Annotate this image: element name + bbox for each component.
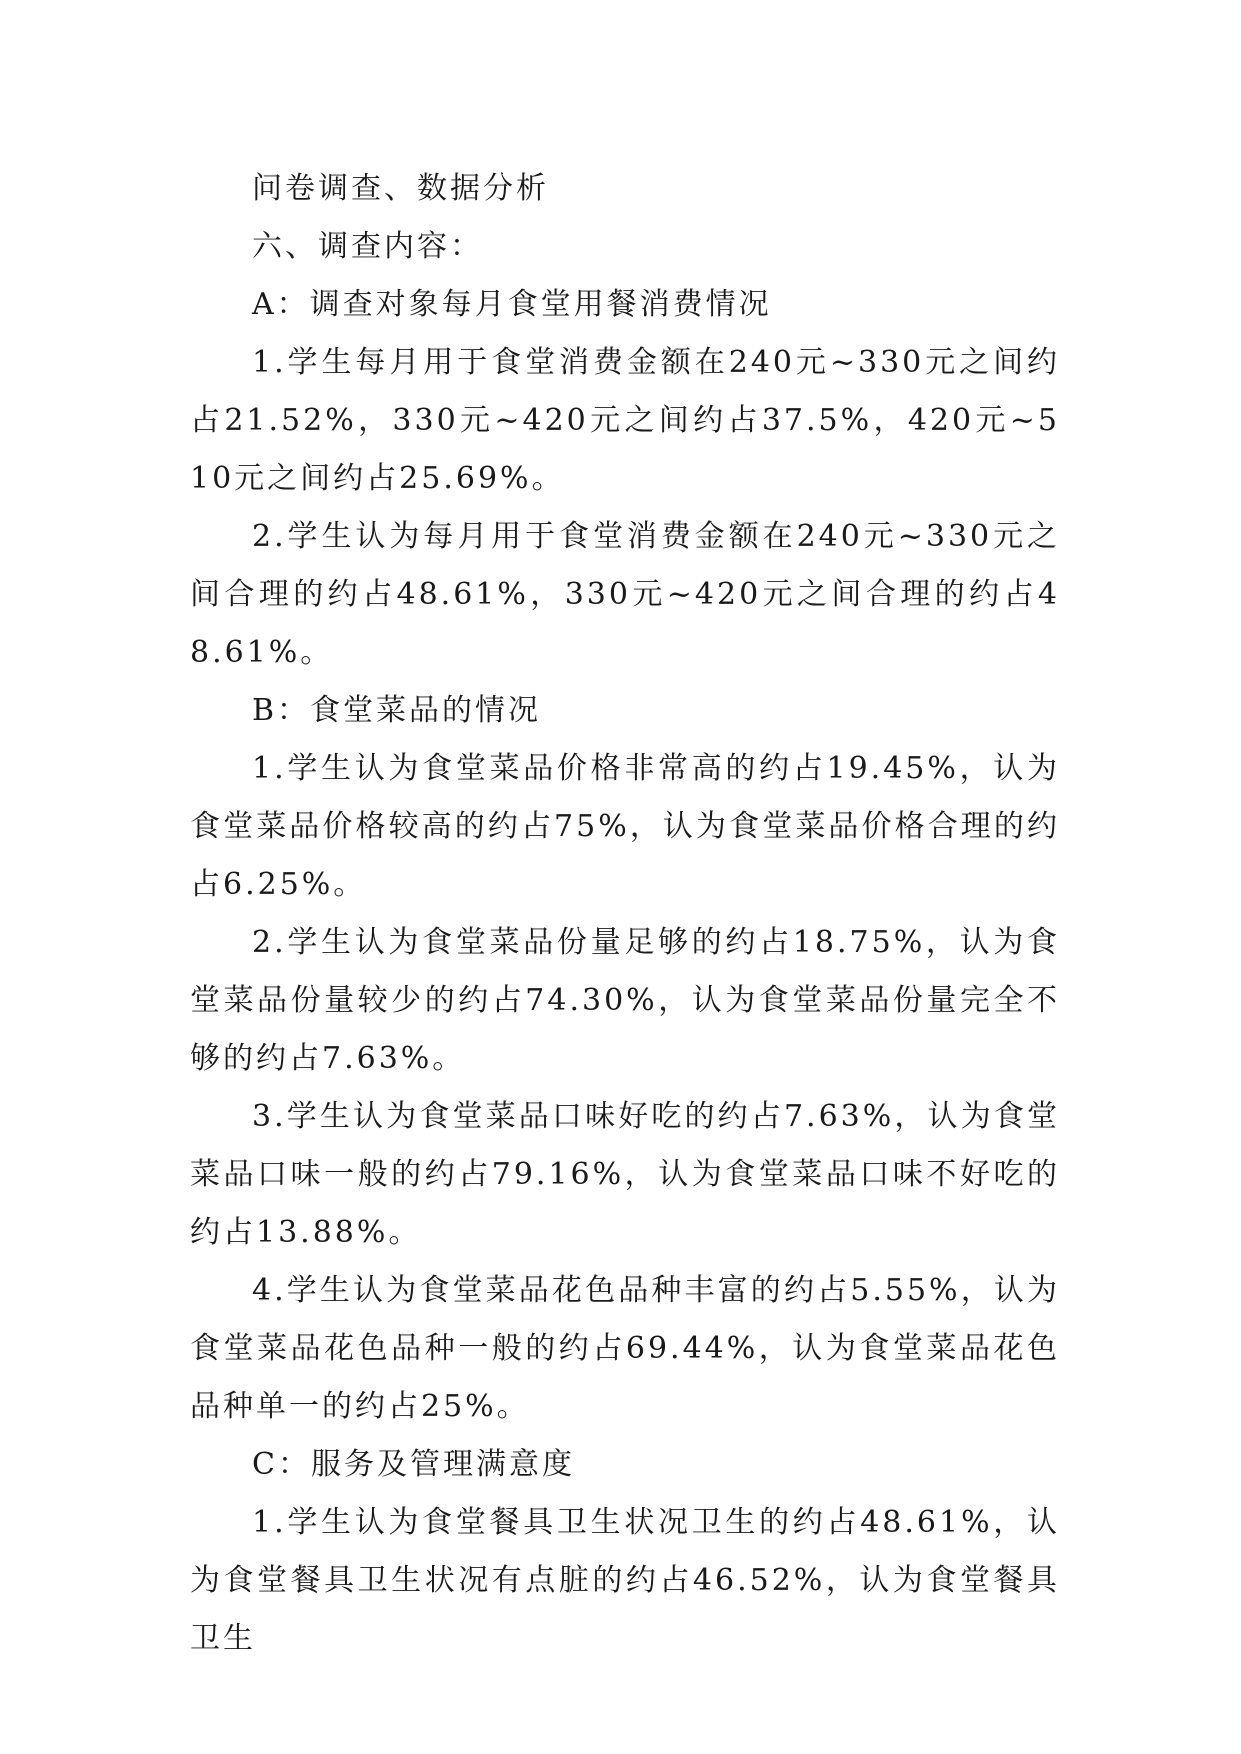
section-heading-survey-content: 六、调查内容： [252, 229, 483, 264]
paragraph-method: 问卷调查、数据分析 [252, 171, 549, 206]
paragraph-b1: 1.学生认为食堂菜品价格非常高的约占19.45%，认为食堂菜品价格较高的约占75%，认为食堂菜品价格合理的约占6.25%。 [190, 751, 1060, 902]
paragraph-b3: 3.学生认为食堂菜品口味好吃的约占7.63%，认为食堂菜品口味一般的约占79.16%，认为食堂菜品口味不好吃的约占13.88%。 [190, 1099, 1060, 1250]
paragraph-a2: 2.学生认为每月用于食堂消费金额在240元~330元之间合理的约占48.61%，330元~420元之间合理的约占48.61%。 [190, 519, 1060, 670]
paragraph-c1: 1.学生认为食堂餐具卫生状况卫生的约占48.61%，认为食堂餐具卫生状况有点脏的约占46.52%，认为食堂餐具卫生 [190, 1505, 1060, 1656]
subsection-heading-b: B：食堂菜品的情况 [252, 693, 542, 728]
document-body [190, 160, 1060, 1668]
paragraph-a1: 1.学生每月用于食堂消费金额在240元~330元之间约占21.52%，330元~420元之间约占37.5%，420元~510元之间约占25.69%。 [190, 345, 1060, 496]
paragraph-b4: 4.学生认为食堂菜品花色品种丰富的约占5.55%，认为食堂菜品花色品种一般的约占69.44%，认为食堂菜品花色品种单一的约占25%。 [190, 1273, 1060, 1424]
subsection-heading-a: A：调查对象每月食堂用餐消费情况 [252, 287, 772, 322]
subsection-heading-c: C：服务及管理满意度 [252, 1447, 575, 1482]
paragraph-b2: 2.学生认为食堂菜品份量足够的约占18.75%，认为食堂菜品份量较少的约占74.30%，认为食堂菜品份量完全不够的约占7.63%。 [190, 925, 1060, 1076]
